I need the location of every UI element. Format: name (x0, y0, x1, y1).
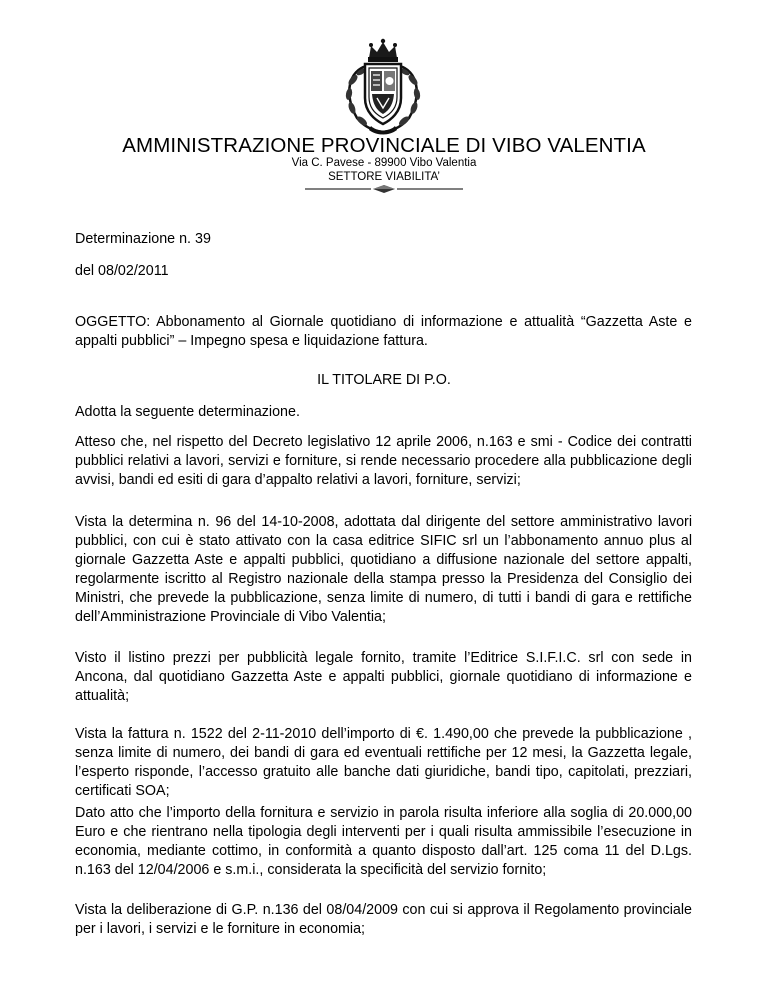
organization-title: AMMINISTRAZIONE PROVINCIALE DI VIBO VALENTIA (122, 134, 646, 157)
subject: OGGETTO: Abbonamento al Giornale quotidiano di informazione e attualità “Gazzetta Aste e appalti pubblici” – Impegno spesa e liquidazione fattura. (75, 314, 692, 349)
coat-of-arms-icon (331, 36, 435, 136)
organization-sector: SETTORE VIABILITA’ (328, 171, 440, 183)
paragraph-importo: Dato atto che l’importo della fornitura e servizio in parola risulta inferiore alla soglia di 20.000,00 Euro e che rientrano nella tipologia degli interventi per i quali risulta ammissibile l’esecuzione in economia, mediante cottimo, in conformità a quanto disposto dall’art. 125 coma 11 del D.Lgs. n.163 del 12/04/2006 e s.m.i., considerata la specificità del servizio fornito; (75, 805, 692, 878)
paragraph-deliberazione: Vista la deliberazione di G.P. n.136 del 08/04/2009 con cui si approva il Regolamento provinciale per i lavori, i servizi e le forniture in economia; (75, 902, 692, 937)
header-divider (303, 184, 465, 194)
issuer-title: IL TITOLARE DI P.O. (317, 372, 451, 388)
paragraph-atteso: Atteso che, nel rispetto del Decreto legislativo 12 aprile 2006, n.163 e smi - Codice dei contratti pubblici relativi a lavori, servizi e forniture, si rende necessario procedere alla pubblicazione degli avvisi, bandi ed esiti di gara d’appalto relativi a lavori, forniture, servizi; (75, 434, 692, 488)
determination-number: Determinazione n. 39 (75, 231, 211, 247)
paragraph-determina: Vista la determina n. 96 del 14-10-2008, adottata dal dirigente del settore amministrativo lavori pubblici, con cui è stato attivato con la casa editrice SIFIC srl un l’abbonamento annuo plus al giornale Gazzetta Aste e appalti pubblici, quotidiano a diffusione nazionale del settore appalti, regolarmente iscritto al Registro nazionale della stampa presso la Presidenza del Consiglio dei Ministri, che prevede la pubblicazione, senza limite di numero, di tutti i bandi di gara e rettifiche dell’Amministrazione Provinciale di Vibo Valentia; (75, 514, 692, 625)
paragraph-listino: Visto il listino prezzi per pubblicità legale fornito, tramite l’Editrice S.I.F.I.C. srl con sede in Ancona, dal quotidiano Gazzetta Aste e appalti pubblici, giornale quotidiano di informazione e attualità; (75, 650, 692, 704)
organization-address: Via C. Pavese - 89900 Vibo Valentia (291, 157, 477, 169)
paragraph-fattura: Vista la fattura n. 1522 del 2-11-2010 dell’importo di €. 1.490,00 che prevede la pubblicazione , senza limite di numero, dei bandi di gara ed eventuali rettifiche per 12 mesi, la Gazzetta legale, l’esperto risponde, l’accesso gratuito alle banche dati giuridiche, bandi tipo, capitolati, prezziari, certificati SOA; (75, 726, 692, 799)
intro-line: Adotta la seguente determinazione. (75, 404, 300, 420)
determination-date: del 08/02/2011 (75, 263, 169, 279)
